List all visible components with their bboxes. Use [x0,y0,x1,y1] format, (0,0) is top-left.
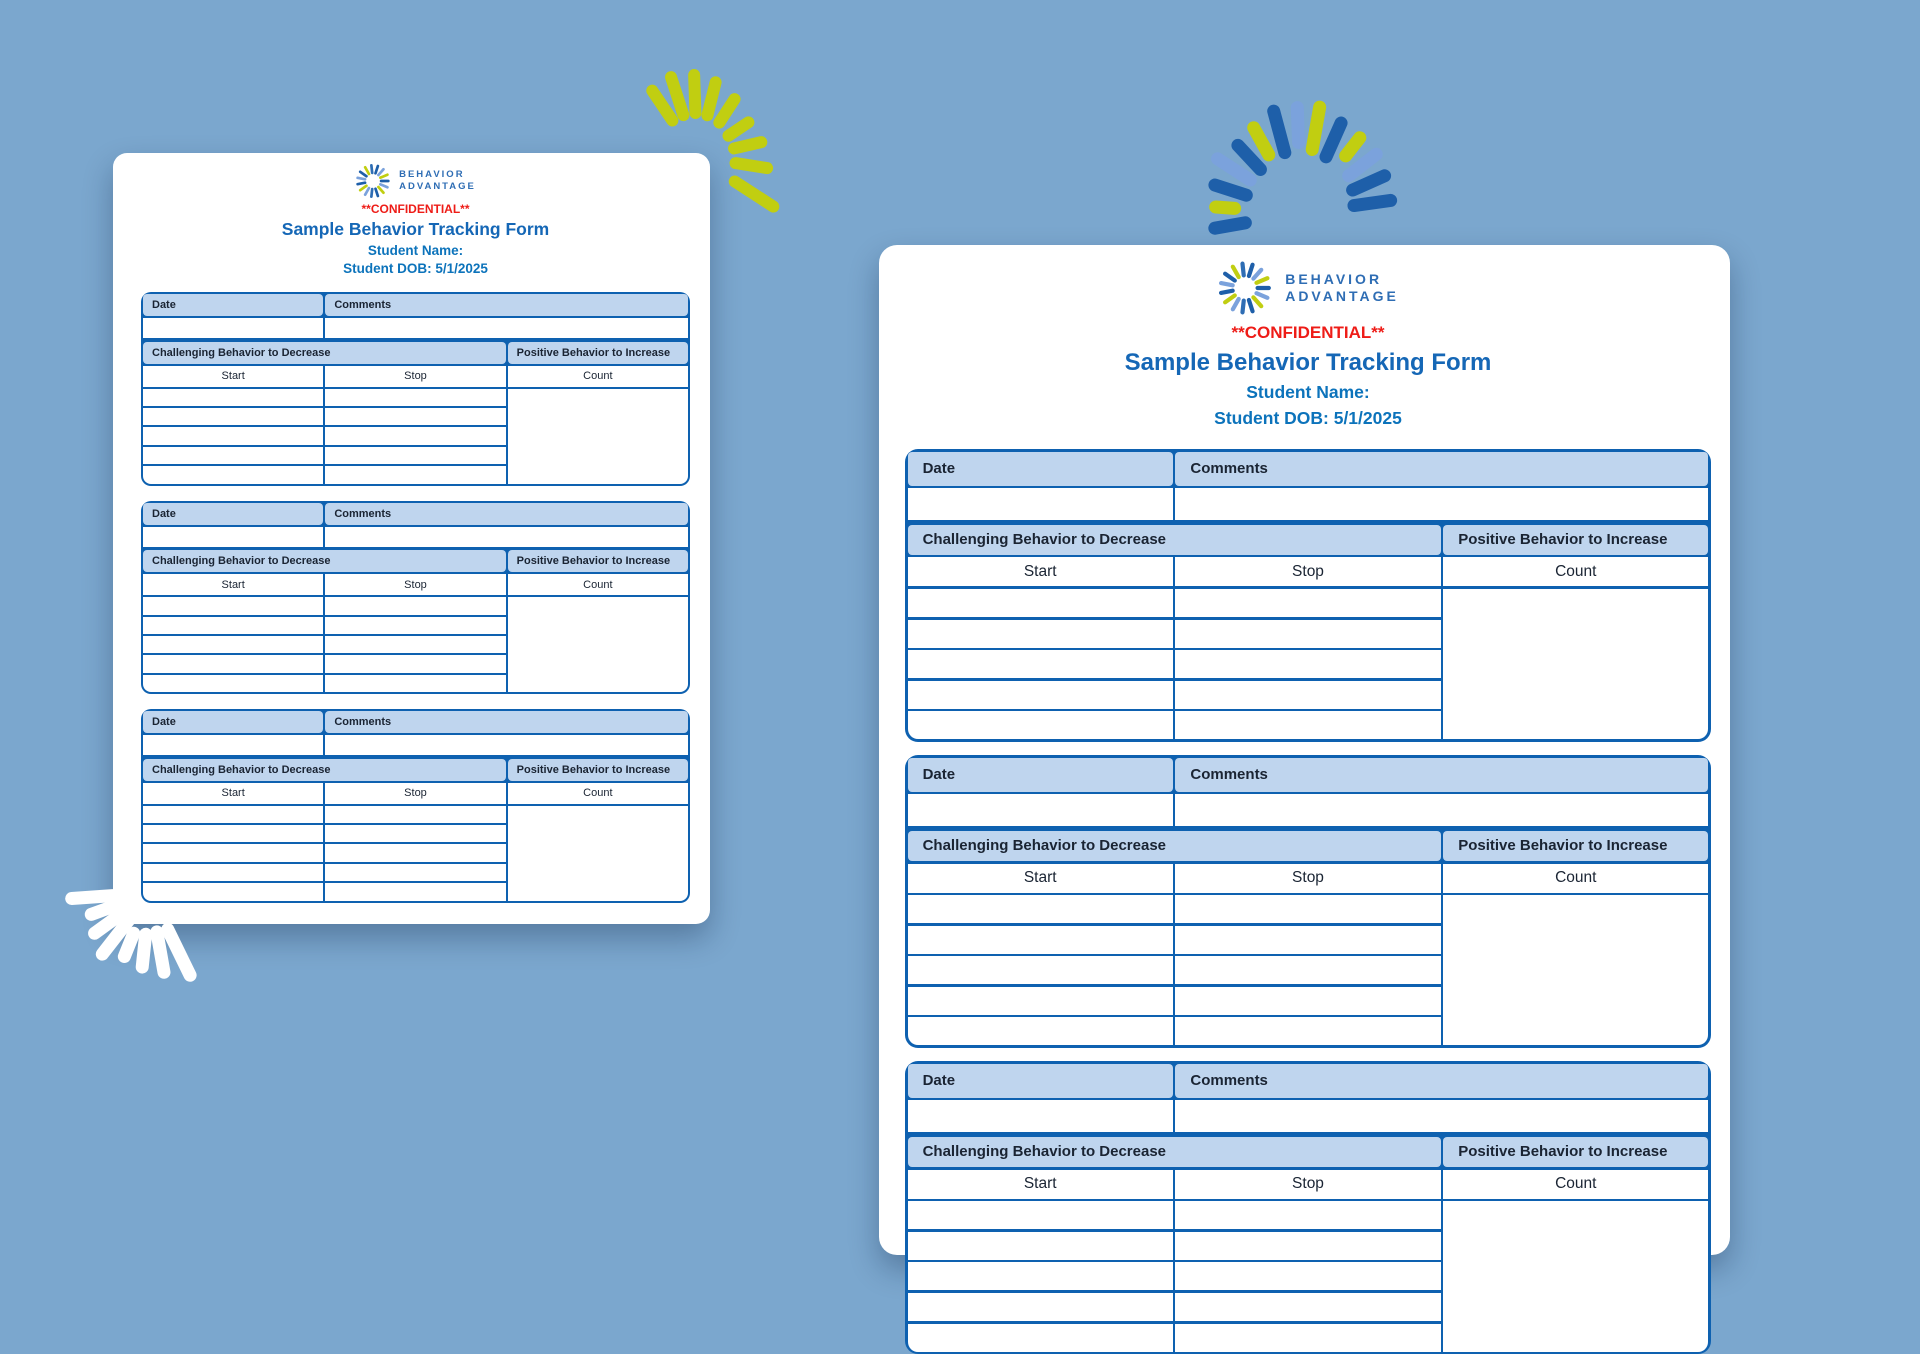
date-comments-section [143,503,688,547]
stop-entry-cell [1175,650,1440,678]
table-slot-1 [141,292,690,486]
start-column-header: Start [908,557,1173,586]
start-entry-cell [143,636,323,653]
count-entry-cell [1443,589,1708,739]
challenging-behavior-header-cell: Challenging Behavior to Decrease [908,525,1441,555]
date-header-cell: Date [143,711,323,733]
behavior-section [908,525,1709,740]
start-entry-cell [143,597,323,614]
comments-entry-cell [325,527,688,547]
comments-header-cell: Comments [1175,1064,1708,1098]
comments-entry-cell [1175,488,1708,520]
count-column-header: Count [508,783,688,804]
stop-entry-cell [325,675,505,692]
stop-column-header: Stop [325,574,505,595]
date-header-cell: Date [143,503,323,525]
stop-entry-cell [325,655,505,672]
date-comments-section [143,294,688,338]
table-slot-3 [141,709,690,903]
start-entry-cell [908,620,1173,648]
start-entry-cell [908,1201,1173,1229]
stop-entry-cell [1175,1232,1440,1260]
stop-entry-cell [325,844,505,861]
date-comments-section [908,1064,1709,1133]
stop-entry-cell [1175,1324,1440,1352]
start-entry-cell [143,655,323,672]
stop-entry-cell [1175,1201,1440,1229]
comments-entry-cell [1175,1100,1708,1132]
ray [729,156,774,175]
form-preview-page-small [113,153,710,924]
stop-entry-cell [1175,1017,1440,1045]
start-entry-cell [143,825,323,842]
comments-header-cell: Comments [1175,452,1708,486]
start-entry-cell [908,1232,1173,1260]
form-preview-page-large [879,245,1730,1255]
confidential-notice: **CONFIDENTIAL** [361,202,470,216]
positive-behavior-header-cell: Positive Behavior to Increase [1443,525,1708,555]
student-name-label: Student Name: [1246,382,1370,402]
start-entry-cell [908,956,1173,984]
behavior-advantage-logo-icon [355,163,391,199]
comments-entry-cell [325,318,688,338]
stop-entry-cell [325,427,505,444]
count-entry-cell [1443,895,1708,1045]
comments-header-cell: Comments [1175,758,1708,792]
stop-entry-cell [1175,711,1440,739]
tracking-table-block [905,1061,1711,1354]
ray [1207,215,1253,235]
date-entry-cell [908,488,1173,520]
count-column-header: Count [1443,557,1708,586]
count-column-header: Count [1443,1170,1708,1199]
stop-entry-cell [1175,926,1440,954]
behavior-section [143,342,688,484]
ray [1291,101,1306,149]
student-name-label: Student Name: [367,243,464,258]
date-header-cell: Date [143,294,323,316]
stop-entry-cell [1175,1262,1440,1290]
start-entry-cell [908,650,1173,678]
date-comments-section [908,758,1709,827]
date-entry-cell [143,735,323,755]
start-entry-cell [143,844,323,861]
start-entry-cell [143,389,323,406]
student-dob-label: Student DOB: 5/1/2025 [343,261,488,276]
start-entry-cell [908,681,1173,709]
stop-entry-cell [1175,589,1440,617]
challenging-behavior-header-cell: Challenging Behavior to Decrease [908,1137,1441,1167]
start-entry-cell [908,987,1173,1015]
date-header-cell: Date [908,758,1173,792]
comments-header-cell: Comments [325,294,688,316]
start-entry-cell [143,806,323,823]
start-column-header: Start [143,574,323,595]
count-column-header: Count [508,574,688,595]
challenging-behavior-header-cell: Challenging Behavior to Decrease [908,831,1441,861]
tracking-table-block [141,501,690,695]
positive-behavior-header-cell: Positive Behavior to Increase [1443,831,1708,861]
start-entry-cell [143,427,323,444]
logo [141,162,690,200]
tracking-table-block [905,449,1711,742]
stop-entry-cell [325,466,505,483]
page-title: Sample Behavior Tracking Form [1124,349,1492,376]
date-comments-section [143,711,688,755]
date-comments-section [908,452,1709,521]
table-slot-2 [905,755,1711,1048]
start-entry-cell [908,1324,1173,1352]
behavior-section [908,1137,1709,1352]
tracking-table-block [141,292,690,486]
start-column-header: Start [143,783,323,804]
logo-icon-slot [1217,260,1273,316]
positive-behavior-header-cell: Positive Behavior to Increase [508,550,688,572]
date-entry-cell [908,1100,1173,1132]
stop-column-header: Stop [1175,1170,1440,1199]
start-entry-cell [908,926,1173,954]
ray [688,69,702,119]
tracking-table-block [141,709,690,903]
count-entry-cell [508,389,688,484]
comments-header-cell: Comments [325,503,688,525]
stop-entry-cell [1175,956,1440,984]
date-header-cell: Date [908,452,1173,486]
student-dob-label: Student DOB: 5/1/2025 [1214,408,1402,428]
logo-icon-slot [355,163,391,199]
comments-entry-cell [325,735,688,755]
challenging-behavior-header-cell: Challenging Behavior to Decrease [143,342,506,364]
stop-entry-cell [325,806,505,823]
behavior-section [143,759,688,901]
behavior-advantage-logo-icon [1217,260,1273,316]
positive-behavior-header-cell: Positive Behavior to Increase [1443,1137,1708,1167]
stop-entry-cell [325,864,505,881]
count-entry-cell [1443,1201,1708,1351]
comments-header-cell: Comments [325,711,688,733]
stop-entry-cell [1175,895,1440,923]
table-slot-2 [141,501,690,695]
date-entry-cell [908,794,1173,826]
stop-column-header: Stop [325,783,505,804]
start-column-header: Start [908,864,1173,893]
table-slot-3 [905,1061,1711,1354]
document-header [905,259,1711,429]
stop-entry-cell [1175,620,1440,648]
stop-entry-cell [1175,681,1440,709]
count-entry-cell [508,597,688,692]
date-entry-cell [143,318,323,338]
start-entry-cell [143,617,323,634]
start-column-header: Start [908,1170,1173,1199]
stop-entry-cell [325,617,505,634]
logo-wordmark [399,169,476,192]
ray [1209,200,1242,215]
start-entry-cell [143,675,323,692]
tracking-table-block [905,755,1711,1048]
start-entry-cell [908,711,1173,739]
ray [726,173,781,215]
start-entry-cell [143,466,323,483]
stop-entry-cell [325,597,505,614]
start-entry-cell [908,1262,1173,1290]
start-entry-cell [143,864,323,881]
stop-entry-cell [325,636,505,653]
document-header [141,162,690,276]
comments-entry-cell [1175,794,1708,826]
date-header-cell: Date [908,1064,1173,1098]
challenging-behavior-header-cell: Challenging Behavior to Decrease [143,550,506,572]
stop-entry-cell [325,389,505,406]
count-entry-cell [508,806,688,901]
stop-column-header: Stop [1175,557,1440,586]
logo-line1: BEHAVIOR [399,169,465,181]
stop-entry-cell [325,408,505,425]
challenging-behavior-header-cell: Challenging Behavior to Decrease [143,759,506,781]
positive-behavior-header-cell: Positive Behavior to Increase [508,342,688,364]
stop-entry-cell [325,883,505,900]
table-slot-1 [905,449,1711,742]
behavior-section [908,831,1709,1046]
logo-line2: ADVANTAGE [1285,288,1399,304]
positive-behavior-header-cell: Positive Behavior to Increase [508,759,688,781]
count-column-header: Count [508,366,688,387]
stop-column-header: Stop [325,366,505,387]
start-entry-cell [908,589,1173,617]
stop-column-header: Stop [1175,864,1440,893]
date-entry-cell [143,527,323,547]
logo-line1: BEHAVIOR [1285,270,1383,287]
confidential-notice: **CONFIDENTIAL** [1231,323,1385,342]
stop-entry-cell [1175,987,1440,1015]
logo-line2: ADVANTAGE [399,181,476,192]
start-entry-cell [143,883,323,900]
start-entry-cell [143,408,323,425]
start-entry-cell [908,895,1173,923]
behavior-section [143,550,688,692]
start-column-header: Start [143,366,323,387]
count-column-header: Count [1443,864,1708,893]
logo [905,259,1711,317]
stop-entry-cell [325,447,505,464]
page-title: Sample Behavior Tracking Form [281,219,550,239]
stop-entry-cell [1175,1293,1440,1321]
start-entry-cell [908,1017,1173,1045]
start-entry-cell [908,1293,1173,1321]
logo-wordmark [1285,271,1399,305]
start-entry-cell [143,447,323,464]
stop-entry-cell [325,825,505,842]
